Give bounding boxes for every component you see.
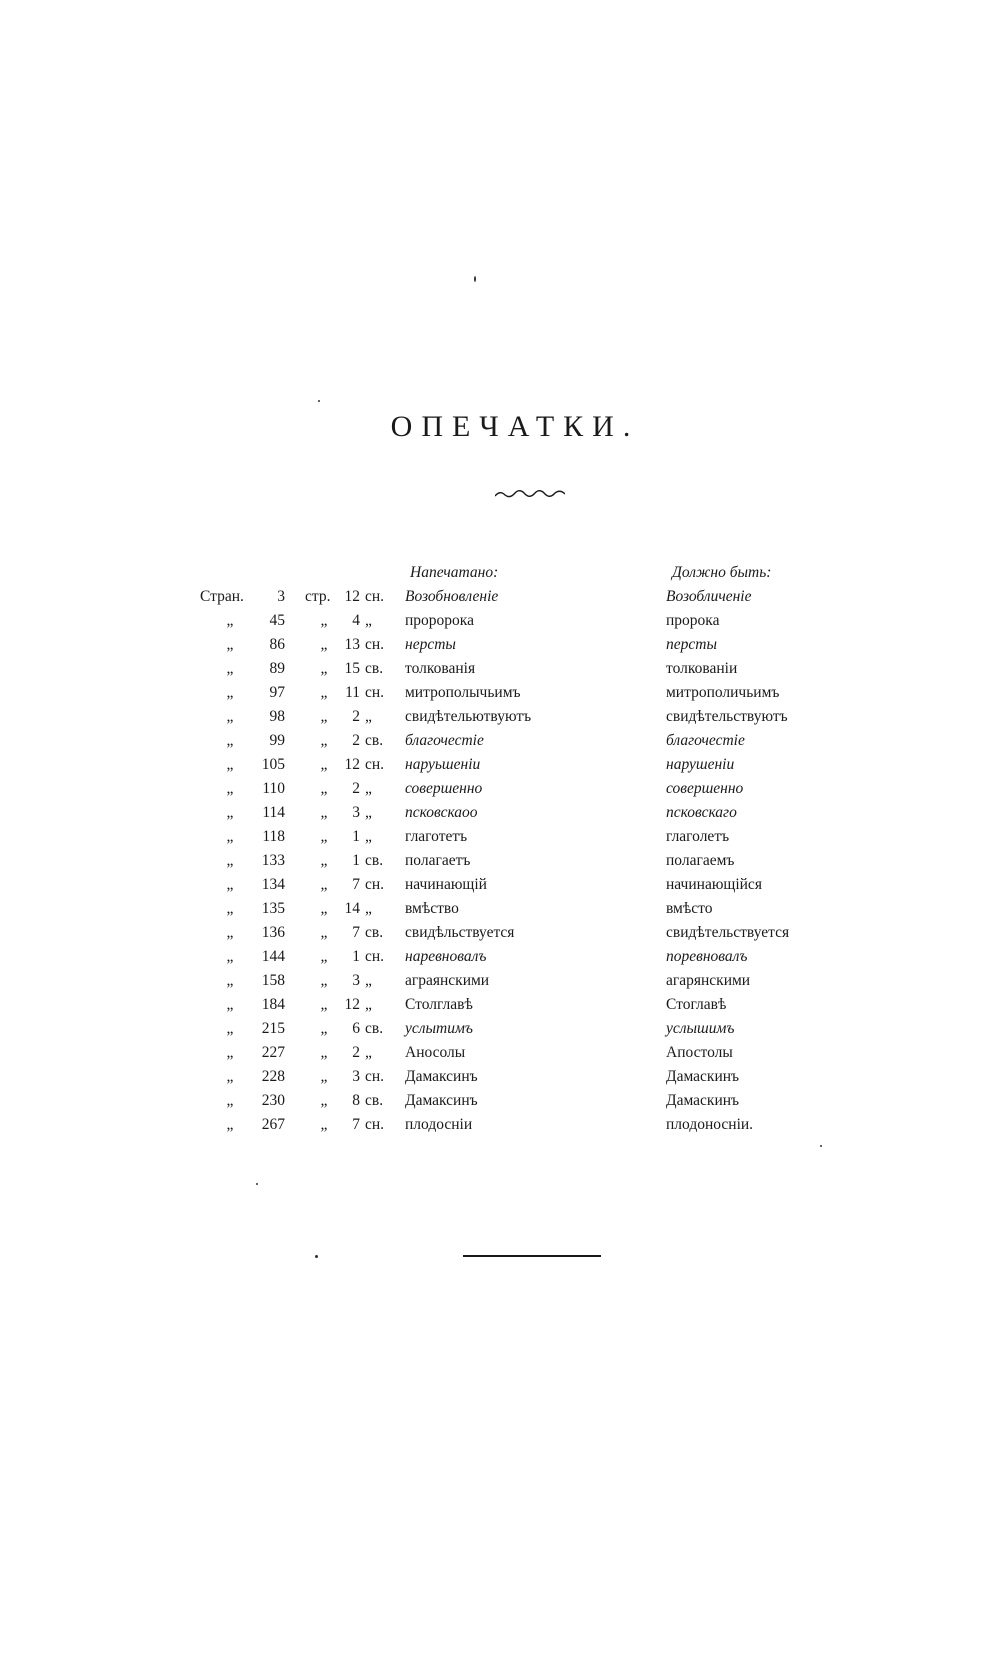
line-direction: „ — [365, 828, 372, 845]
ditto-mark: „ — [320, 1068, 328, 1085]
errata-row — [200, 873, 840, 897]
ditto-mark: „ — [226, 972, 234, 989]
errata-row — [200, 897, 840, 921]
ditto-mark: „ — [320, 852, 328, 869]
scan-speck — [820, 1145, 822, 1147]
page-number: 134 — [261, 876, 285, 893]
printed-text: наревновалъ — [405, 948, 487, 965]
page-prefix: Стран. — [200, 588, 244, 605]
line-number: 7 — [352, 924, 360, 941]
ditto-mark: „ — [320, 708, 328, 725]
errata-row — [200, 657, 840, 681]
line-direction: „ — [365, 996, 372, 1013]
ditto-mark: „ — [320, 828, 328, 845]
line-number: 14 — [344, 900, 360, 917]
page-number: 110 — [262, 780, 285, 797]
line-number: 12 — [344, 756, 360, 773]
ditto-mark: „ — [226, 996, 234, 1013]
printed-text: начинающій — [405, 876, 487, 893]
line-direction: сн. — [365, 876, 385, 893]
page-number: 89 — [269, 660, 285, 677]
line-direction: сн. — [365, 636, 385, 653]
line-number: 2 — [352, 780, 360, 797]
page-number: 3 — [277, 588, 285, 605]
page-number: 136 — [261, 924, 285, 941]
line-direction: „ — [365, 972, 372, 989]
line-number: 1 — [352, 828, 360, 845]
line-number: 8 — [352, 1092, 360, 1109]
line-number: 12 — [344, 588, 360, 605]
line-direction: „ — [365, 900, 372, 917]
line-number: 3 — [352, 1068, 360, 1085]
printed-text: Дамаксинъ — [405, 1092, 478, 1109]
errata-row — [200, 993, 840, 1017]
printed-text: глаготетъ — [405, 828, 468, 845]
errata-header — [200, 561, 840, 585]
correct-text: начинающійся — [666, 876, 762, 893]
ditto-mark: „ — [226, 1020, 234, 1037]
errata-row — [200, 585, 840, 609]
ditto-mark: „ — [226, 780, 234, 797]
correct-text: псковскаго — [666, 804, 737, 821]
errata-rows — [200, 585, 840, 1137]
correct-text: совершенно — [666, 780, 744, 797]
errata-row — [200, 1113, 840, 1137]
line-prefix: стр. — [305, 588, 331, 605]
ditto-mark: „ — [226, 852, 234, 869]
printed-text: свидѣтельютвуютъ — [405, 708, 532, 725]
printed-text: Дамаксинъ — [405, 1068, 478, 1085]
correct-text: Возобличеніе — [666, 588, 752, 605]
errata-row — [200, 609, 840, 633]
errata-row — [200, 969, 840, 993]
ditto-mark: „ — [320, 636, 328, 653]
printed-text: плодосніи — [405, 1116, 473, 1133]
line-number: 7 — [352, 1116, 360, 1133]
line-direction: сн. — [365, 1116, 385, 1133]
line-direction: св. — [365, 924, 384, 941]
errata-row — [200, 849, 840, 873]
ditto-mark: „ — [226, 684, 234, 701]
ditto-mark: „ — [226, 756, 234, 773]
ditto-mark: „ — [226, 804, 234, 821]
ditto-mark: „ — [226, 876, 234, 893]
ditto-mark: „ — [320, 684, 328, 701]
line-direction: сн. — [365, 948, 385, 965]
page-number: 86 — [269, 636, 285, 653]
line-direction: сн. — [365, 684, 385, 701]
page-number: 105 — [261, 756, 285, 773]
errata-row — [200, 633, 840, 657]
errata-row — [200, 1089, 840, 1113]
page-number: 98 — [269, 708, 285, 725]
line-direction: „ — [365, 612, 372, 629]
printed-text: полагаетъ — [405, 852, 471, 869]
line-number: 1 — [352, 852, 360, 869]
printed-text: благочестіе — [405, 732, 484, 749]
correct-text: плодоносніи. — [666, 1116, 754, 1133]
ditto-mark: „ — [320, 612, 328, 629]
errata-row — [200, 825, 840, 849]
ditto-mark: „ — [226, 828, 234, 845]
ditto-mark: „ — [320, 924, 328, 941]
correct-text: пророка — [666, 612, 720, 629]
scan-speck — [318, 400, 320, 402]
correct-text: поревновалъ — [666, 948, 748, 965]
page-number: 133 — [261, 852, 285, 869]
ditto-mark: „ — [226, 1092, 234, 1109]
correct-text: Стоглавѣ — [666, 996, 727, 1013]
line-number: 6 — [352, 1020, 360, 1037]
ditto-mark: „ — [320, 1020, 328, 1037]
errata-table — [200, 561, 840, 1137]
page-number: 267 — [261, 1116, 285, 1133]
end-rule — [463, 1255, 601, 1257]
scan-speck — [474, 276, 476, 282]
correct-text: агарянскими — [666, 972, 751, 989]
ditto-mark: „ — [226, 1044, 234, 1061]
printed-text: толкованія — [405, 660, 476, 677]
ditto-mark: „ — [320, 996, 328, 1013]
line-direction: „ — [365, 804, 372, 821]
correct-text: свидѣтельствуютъ — [666, 708, 788, 725]
ditto-mark: „ — [226, 708, 234, 725]
errata-row — [200, 753, 840, 777]
line-direction: св. — [365, 1092, 384, 1109]
printed-text: аграянскими — [405, 972, 490, 989]
printed-text: нерсты — [405, 636, 456, 653]
errata-row — [200, 1041, 840, 1065]
scan-speck — [315, 1255, 318, 1258]
errata-row — [200, 945, 840, 969]
page-number: 230 — [261, 1092, 285, 1109]
correct-text: Дамаскинъ — [666, 1068, 740, 1085]
header-correct: Должно быть: — [672, 564, 772, 581]
page-number: 184 — [261, 996, 285, 1013]
ditto-mark: „ — [320, 732, 328, 749]
ditto-mark: „ — [320, 900, 328, 917]
line-number: 11 — [345, 684, 360, 701]
line-direction: св. — [365, 660, 384, 677]
line-number: 2 — [352, 1044, 360, 1061]
printed-text: Аносолы — [405, 1044, 466, 1061]
printed-text: Столглавѣ — [405, 996, 473, 1013]
errata-row — [200, 729, 840, 753]
line-number: 2 — [352, 708, 360, 725]
ditto-mark: „ — [320, 1116, 328, 1133]
line-direction: „ — [365, 1044, 372, 1061]
errata-row — [200, 777, 840, 801]
ditto-mark: „ — [226, 900, 234, 917]
ditto-mark: „ — [320, 876, 328, 893]
line-direction: сн. — [365, 1068, 385, 1085]
line-number: 7 — [352, 876, 360, 893]
line-number: 4 — [352, 612, 360, 629]
ditto-mark: „ — [226, 660, 234, 677]
page-number: 227 — [261, 1044, 285, 1061]
correct-text: глаголетъ — [666, 828, 730, 845]
printed-text: наруьшеніи — [405, 756, 481, 773]
correct-text: нарушеніи — [666, 756, 735, 773]
correct-text: персты — [666, 636, 717, 653]
errata-row — [200, 1017, 840, 1041]
errata-row — [200, 1065, 840, 1089]
ditto-mark: „ — [320, 756, 328, 773]
correct-text: Дамаскинъ — [666, 1092, 740, 1109]
scan-speck — [256, 1183, 258, 1185]
errata-row — [200, 801, 840, 825]
page-title: ОПЕЧАТКИ. — [390, 410, 640, 443]
correct-text: свидѣтельствуется — [666, 924, 790, 941]
correct-text: Апостолы — [666, 1044, 733, 1061]
line-number: 2 — [352, 732, 360, 749]
page-number: 97 — [269, 684, 285, 701]
correct-text: вмѣсто — [666, 900, 713, 917]
ditto-mark: „ — [320, 972, 328, 989]
ditto-mark: „ — [226, 612, 234, 629]
line-number: 1 — [352, 948, 360, 965]
printed-text: псковскаоо — [405, 804, 478, 821]
line-direction: „ — [365, 708, 372, 725]
page-number: 215 — [261, 1020, 285, 1037]
line-direction: „ — [365, 780, 372, 797]
ditto-mark: „ — [320, 780, 328, 797]
line-number: 3 — [352, 972, 360, 989]
page-number: 228 — [261, 1068, 285, 1085]
correct-text: услышимъ — [666, 1020, 735, 1037]
ditto-mark: „ — [320, 804, 328, 821]
correct-text: митрополичьимъ — [666, 684, 780, 701]
ditto-mark: „ — [320, 660, 328, 677]
ditto-mark: „ — [226, 948, 234, 965]
line-number: 12 — [344, 996, 360, 1013]
printed-text: совершенно — [405, 780, 483, 797]
wave-ornament-icon — [495, 486, 565, 500]
ditto-mark: „ — [226, 1116, 234, 1133]
line-direction: сн. — [365, 588, 385, 605]
ditto-mark: „ — [226, 1068, 234, 1085]
line-direction: св. — [365, 732, 384, 749]
page-number: 135 — [261, 900, 285, 917]
correct-text: благочестіе — [666, 732, 745, 749]
correct-text: толкованіи — [666, 660, 738, 677]
printed-text: Возобновленіе — [405, 588, 499, 605]
printed-text: свидѣльствуется — [405, 924, 515, 941]
line-direction: сн. — [365, 756, 385, 773]
line-number: 15 — [344, 660, 360, 677]
page-number: 99 — [269, 732, 285, 749]
errata-row — [200, 681, 840, 705]
correct-text: полагаемъ — [666, 852, 735, 869]
line-number: 13 — [344, 636, 360, 653]
line-direction: св. — [365, 1020, 384, 1037]
errata-row — [200, 921, 840, 945]
printed-text: проророка — [405, 612, 474, 629]
line-direction: св. — [365, 852, 384, 869]
page-number: 118 — [262, 828, 285, 845]
ditto-mark: „ — [320, 948, 328, 965]
page-number: 144 — [261, 948, 285, 965]
errata-row — [200, 705, 840, 729]
header-printed: Напечатано: — [410, 564, 499, 581]
page-number: 114 — [262, 804, 285, 821]
printed-text: услытимъ — [405, 1020, 473, 1037]
ditto-mark: „ — [226, 924, 234, 941]
ditto-mark: „ — [320, 1092, 328, 1109]
printed-text: митрополычьимъ — [405, 684, 521, 701]
ditto-mark: „ — [226, 636, 234, 653]
page-number: 45 — [269, 612, 285, 629]
printed-text: вмѣство — [405, 900, 459, 917]
ditto-mark: „ — [320, 1044, 328, 1061]
line-number: 3 — [352, 804, 360, 821]
ditto-mark: „ — [226, 732, 234, 749]
page-number: 158 — [261, 972, 285, 989]
